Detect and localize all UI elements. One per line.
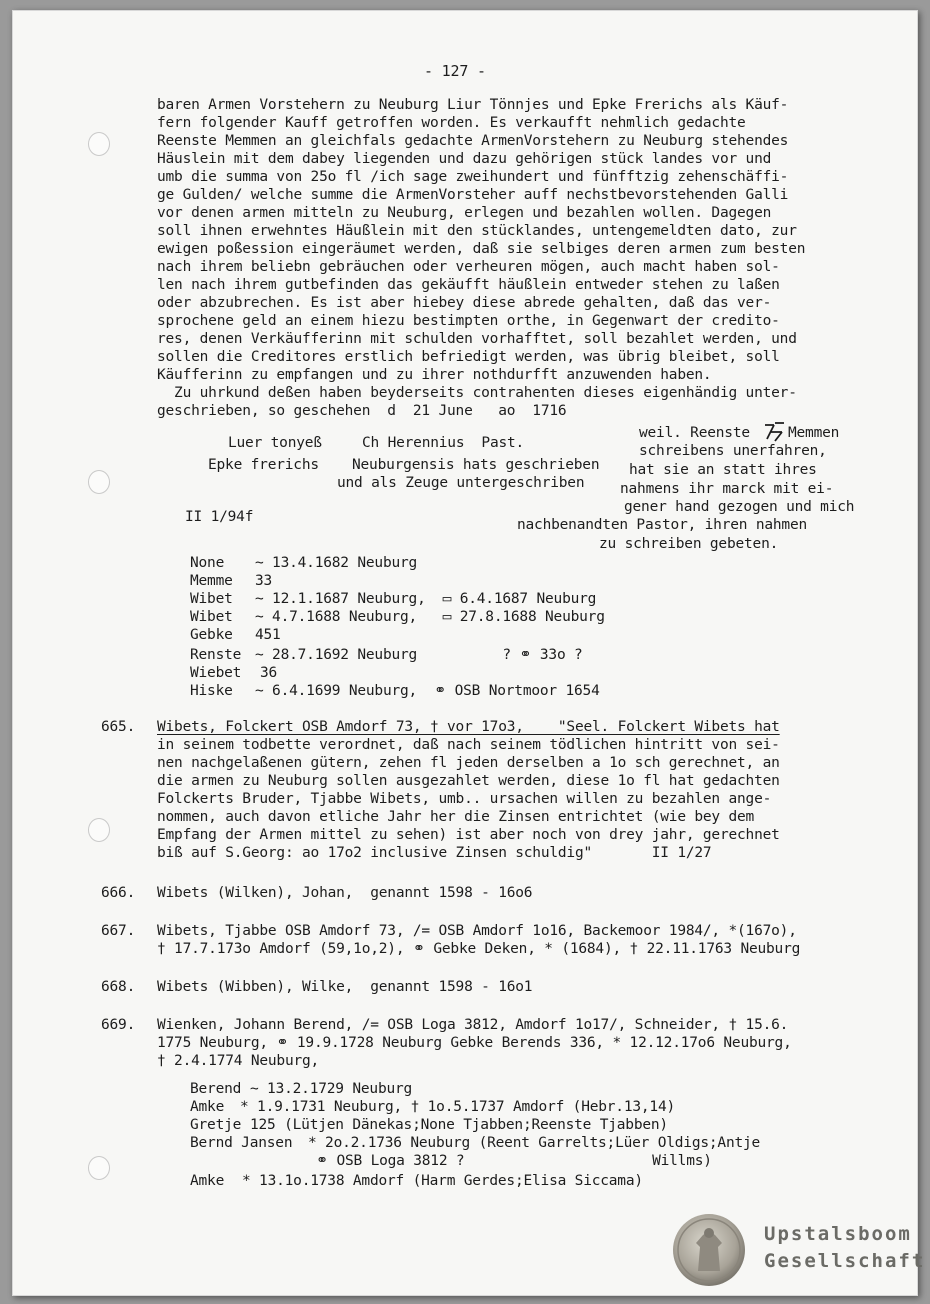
signature-middle: Ch Herennius Past. [362,435,525,451]
child-info: ~ 13.4.1682 Neuburg [255,555,418,571]
child-name: Bernd Jansen [190,1135,293,1151]
punch-hole [88,470,110,494]
child-info: ~ 12.1.1687 Neuburg, ▭ 6.4.1687 Neuburg [255,591,597,607]
entry-number: 665. [101,719,136,735]
text-line: ewigen poßession eingeräumet werden, daß sie selbiges deren armen zum besten [157,241,806,257]
entry-line: nen nachgelaßenen gütern, zehen fl jeden derselben a 1o sch gerechnet, an [157,755,780,771]
entry-line: biß auf S.Georg: ao 17o2 inclusive Zinsen schuldig" II 1/27 [157,845,712,861]
child-info: * 13.1o.1738 Amdorf (Harm Gerdes;Elisa Siccama) [242,1173,643,1189]
text-line: fern folgender Kauff getroffen worden. Es verkaufft nehmlich gedachte [157,115,746,131]
child-name: Berend [190,1081,242,1097]
signature-right: hat sie an statt ihres [629,462,817,478]
text-line: Reenste Memmen an gleichfals gedachte ArmenVorstehern zu Neuburg stehendes [157,133,789,149]
entry-line: † 2.4.1774 Neuburg, [157,1053,320,1069]
child-info: 125 (Lütjen Dänekas;None Tjabben;Reenste Tjabben) [250,1117,668,1133]
text-line: res, denen Verkäufferinn mit schulden vorhafftet, soll bezahlet werden, und [157,331,797,347]
child-info: 451 [255,627,281,643]
punch-hole [88,818,110,842]
document-page [12,10,926,1296]
child-info: * 1.9.1731 Neuburg, † 1o.5.1737 Amdorf (Hebr.13,14) [240,1099,676,1115]
child-name: Wiebet [190,665,242,681]
child-info: ~ 6.4.1699 Neuburg, ⚭ OSB Nortmoor 1654 [255,683,600,699]
signature-middle: und als Zeuge untergeschriben [337,475,585,491]
entry-line: Wibets, Tjabbe OSB Amdorf 73, /= OSB Amdorf 1o16, Backemoor 1984/, *(167o), [157,923,797,939]
text-line: geschrieben, so geschehen d 21 June ao 1716 [157,403,567,419]
entry-line: Wibets (Wilken), Johan, genannt 1598 - 16o6 [157,885,533,901]
logo-text: Gesellschaft [764,1250,926,1272]
text-line: sprochene geld an einem hiezu bestimpten orthe, in Gegenwart der credito- [157,313,780,329]
child-info: ~ 13.2.1729 Neuburg [250,1081,413,1097]
text-line: len nach ihrem gutbefinden das gekäufft häußlein entweder stehen zu laßen [157,277,780,293]
signature-left: Epke frerichs [208,457,319,473]
signature-mark-icon [762,421,786,443]
signature-right: Memmen [788,425,840,441]
child-name: Gretje [190,1117,242,1133]
signature-right: weil. Reenste [639,425,750,441]
child-info: * 2o.2.1736 Neuburg (Reent Garrelts;Lüer Oldigs;Antje [308,1135,761,1151]
entry-number: 669. [101,1017,136,1033]
text-line: umb die summa von 25o fl /ich sage zweihundert und fünfftzig zehenschäffi- [157,169,789,185]
text-line: nach ihrem beliebn gebräuchen oder verheuren mögen, auch macht haben sol- [157,259,780,275]
archive-reference: II 1/94f [185,509,254,525]
child-name: Amke [190,1173,225,1189]
upstalsboom-seal-logo [672,1213,746,1287]
child-name: None [190,555,225,571]
entry-number: 667. [101,923,136,939]
signature-right: gener hand gezogen und mich [624,499,855,515]
page-number: - 127 - [424,62,486,80]
entry-line: Folckerts Bruder, Tjabbe Wibets, umb.. ursachen willen zu bezahlen ange- [157,791,772,807]
punch-hole [88,132,110,156]
child-info: ⚭ OSB Loga 3812 ? Willms) [316,1153,712,1169]
entry-line: Wienken, Johann Berend, /= OSB Loga 3812, Amdorf 1o17/, Schneider, † 15.6. [157,1017,789,1033]
text-line: sollen die Creditores erstlich befriedigt werden, was übrig bleibet, soll [157,349,780,365]
child-info: 36 [260,665,278,681]
child-name: Hiske [190,683,233,699]
entry-line: die armen zu Neuburg sollen ausgezahlet werden, diese 1o fl hat gedachten [157,773,780,789]
logo-text: Upstalsboom [764,1223,912,1245]
child-info: ~ 4.7.1688 Neuburg, ▭ 27.8.1688 Neuburg [255,609,605,625]
child-name: Wibet [190,609,233,625]
signature-right: nachbenandten Pastor, ihren nahmen [517,517,808,533]
child-info: 33 [255,573,273,589]
child-name: Renste [190,647,242,663]
text-line: oder abzubrechen. Es ist aber hiebey diese abrede gehalten, daß das ver- [157,295,772,311]
entry-line: † 17.7.173o Amdorf (59,1o,2), ⚭ Gebke Deken, * (1684), † 22.11.1763 Neuburg [157,941,801,957]
child-info: ~ 28.7.1692 Neuburg ? ⚭ 33o ? [255,647,583,663]
signature-right: schreibens unerfahren, [639,443,827,459]
signature-right: nahmens ihr marck mit ei- [620,481,834,497]
signature-middle: Neuburgensis hats geschrieben [352,457,600,473]
entry-line: nommen, auch davon etliche Jahr her die Zinsen entrichtet (wie bey dem [157,809,755,825]
child-name: Amke [190,1099,225,1115]
text-line: Käufferinn zu empfangen und zu ihrer nothdurfft anzuwenden haben. [157,367,712,383]
entry-line: Wibets, Folckert OSB Amdorf 73, † vor 17o3, "Seel. Folckert Wibets hat [157,719,780,735]
text-line: Zu uhrkund deßen haben beyderseits contrahenten dieses eigenhändig unter- [157,385,797,401]
child-name: Wibet [190,591,233,607]
text-line: soll ihnen erwehntes Häußlein mit den stücklandes, untengemeldten dato, zur [157,223,797,239]
entry-line: Wibets (Wibben), Wilke, genannt 1598 - 16o1 [157,979,533,995]
text-line: vor denen armen mitteln zu Neuburg, erlegen und bezahlen wollen. Dagegen [157,205,772,221]
entry-line: in seinem todbette verordnet, daß nach seinem tödlichen hintritt von sei- [157,737,780,753]
entry-line: Empfang der Armen mittel zu sehen) ist aber noch von drey jahr, gerechnet [157,827,780,843]
entry-number: 668. [101,979,136,995]
text-line: baren Armen Vorstehern zu Neuburg Liur Tönnjes und Epke Frerichs als Käuf- [157,97,789,113]
signature-right: zu schreiben gebeten. [599,536,779,552]
punch-hole [88,1156,110,1180]
entry-line: 1775 Neuburg, ⚭ 19.9.1728 Neuburg Gebke Berends 336, * 12.12.17o6 Neuburg, [157,1035,792,1051]
child-name: Gebke [190,627,233,643]
entry-number: 666. [101,885,136,901]
child-name: Memme [190,573,233,589]
text-line: ge Gulden/ welche summe die ArmenVorsteher auff nechstbevorstehenden Galli [157,187,789,203]
signature-left: Luer tonyeß [228,435,322,451]
text-line: Häuslein mit dem dabey liegenden und dazu gehörigen stück landes vor und [157,151,772,167]
